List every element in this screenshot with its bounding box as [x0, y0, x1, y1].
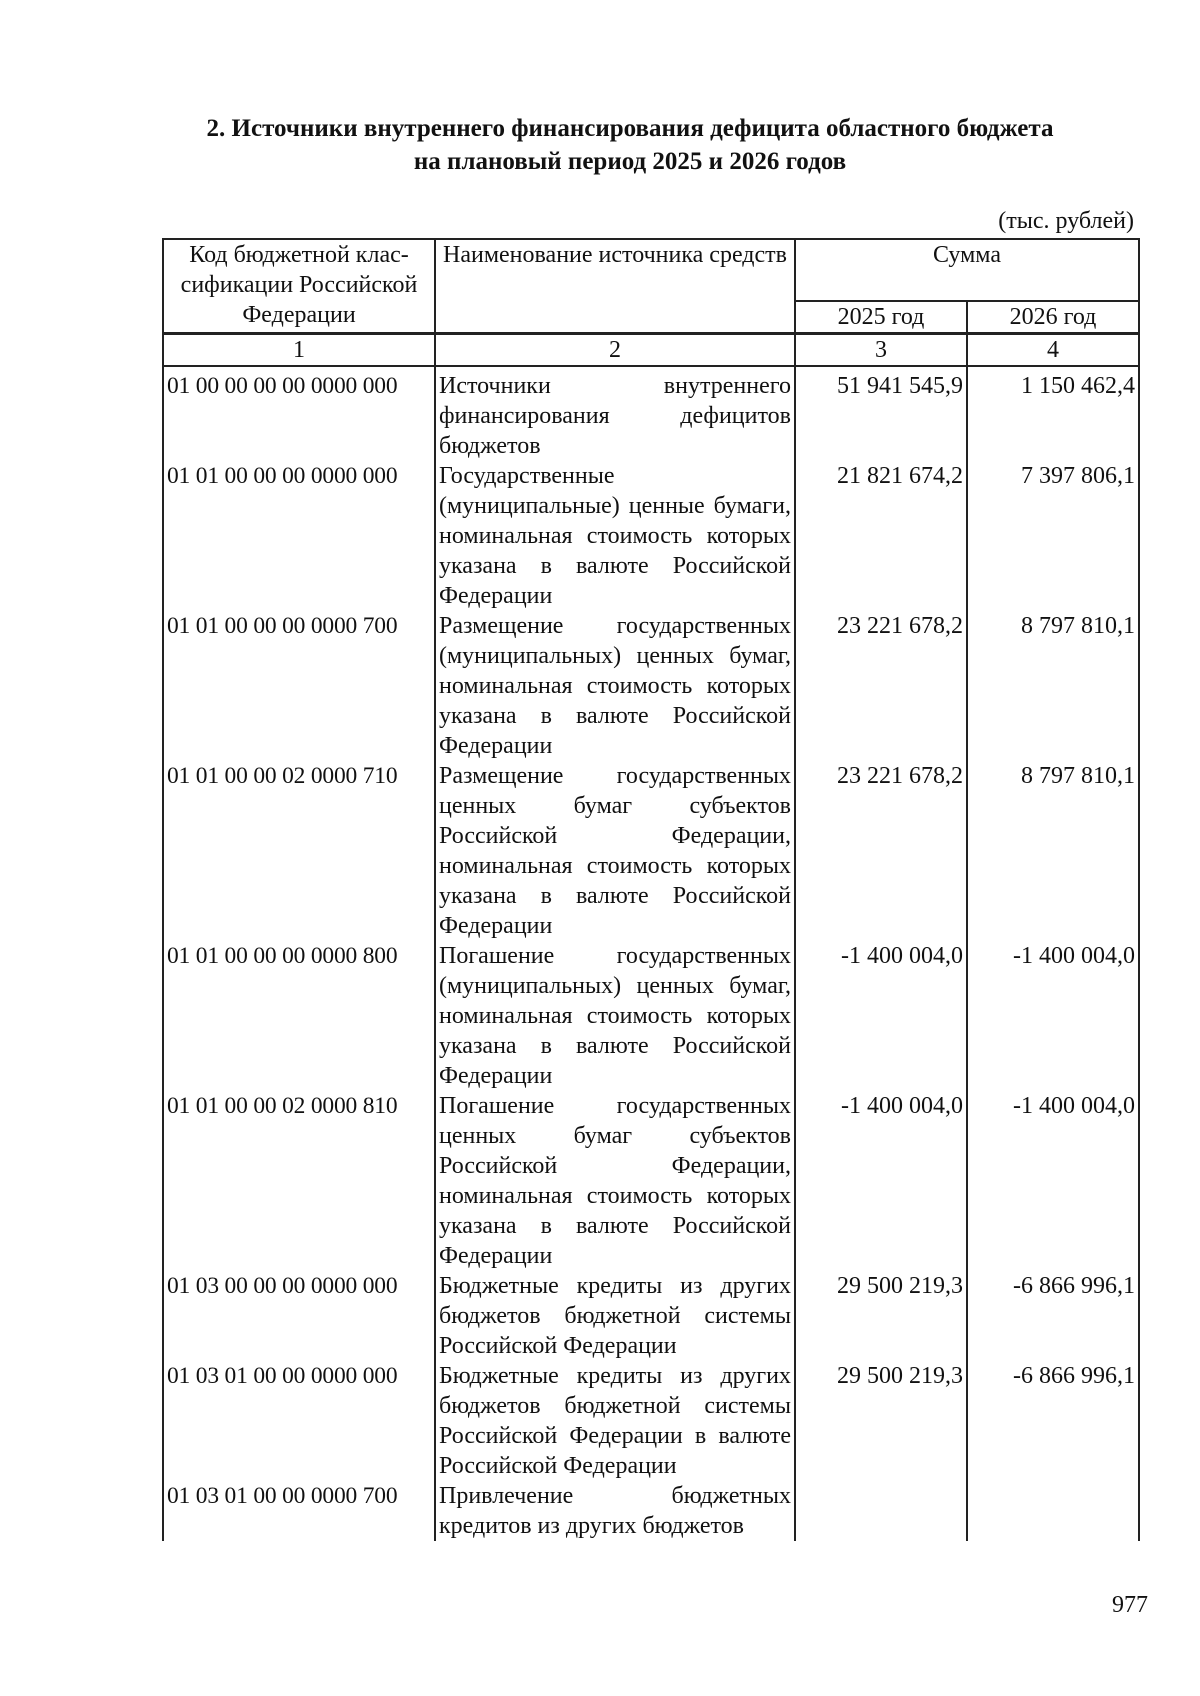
row-code: 01 03 01 00 00 0000 700: [163, 1481, 435, 1541]
table-row: [163, 761, 1139, 941]
row-code: 01 01 00 00 02 0000 710: [163, 761, 435, 941]
row-value-2025: 23 221 678,2: [795, 761, 967, 941]
row-value-2025: -1 400 004,0: [795, 1091, 967, 1271]
row-value-2025: [795, 1481, 967, 1541]
row-value-2026: -1 400 004,0: [967, 941, 1139, 1091]
header-year-2026: 2026 год: [967, 301, 1139, 334]
row-name: Размещение государственных (муниципальных) ценных бумаг, номинальная стоимость которых указана в валюте Российской Федерации: [435, 611, 795, 761]
row-code: 01 01 00 00 00 0000 700: [163, 611, 435, 761]
row-name: Погашение государственных (муниципальных) ценных бумаг, номинальная стоимость которых указана в валюте Российской Федерации: [435, 941, 795, 1091]
row-value-2026: 1 150 462,4: [967, 366, 1139, 461]
table-row: [163, 1481, 1139, 1541]
table-row: [163, 461, 1139, 611]
row-code: 01 01 00 00 00 0000 000: [163, 461, 435, 611]
row-name: Размещение государственных ценных бумаг субъектов Российской Федерации, номинальная стоимость которых указана в валюте Российской Федерации: [435, 761, 795, 941]
row-name: Бюджетные кредиты из других бюджетов бюджетной системы Российской Федерации: [435, 1271, 795, 1361]
table-row: [163, 611, 1139, 761]
table-row: [163, 1361, 1139, 1481]
page-number: 977: [1112, 1592, 1148, 1618]
row-value-2026: [967, 1481, 1139, 1541]
document-title: [140, 112, 1120, 178]
row-code: 01 03 00 00 00 0000 000: [163, 1271, 435, 1361]
row-code: 01 01 00 00 00 0000 800: [163, 941, 435, 1091]
column-number-4: 4: [967, 334, 1139, 367]
row-value-2026: 8 797 810,1: [967, 761, 1139, 941]
column-number-2: 2: [435, 334, 795, 367]
column-number-3: 3: [795, 334, 967, 367]
row-value-2025: 29 500 219,3: [795, 1271, 967, 1361]
header-name: Наименование источника средств: [435, 239, 795, 334]
table-row: [163, 366, 1139, 461]
table-row: [163, 941, 1139, 1091]
table-row: [163, 1271, 1139, 1361]
row-value-2026: 7 397 806,1: [967, 461, 1139, 611]
row-value-2025: 29 500 219,3: [795, 1361, 967, 1481]
row-name: Государственные (муниципальные) ценные бумаги, номинальная стоимость которых указана в валюте Российской Федерации: [435, 461, 795, 611]
table-row: [163, 1091, 1139, 1271]
financing-sources-table: [162, 238, 1140, 1541]
row-name: Привлечение бюджетных кредитов из других бюджетов: [435, 1481, 795, 1541]
header-sum: Сумма: [795, 239, 1139, 301]
row-name: Бюджетные кредиты из других бюджетов бюджетной системы Российской Федерации в валюте Российской Федерации: [435, 1361, 795, 1481]
row-code: 01 01 00 00 02 0000 810: [163, 1091, 435, 1271]
column-number-1: 1: [163, 334, 435, 367]
row-value-2025: 23 221 678,2: [795, 611, 967, 761]
row-value-2025: -1 400 004,0: [795, 941, 967, 1091]
header-year-2025: 2025 год: [795, 301, 967, 334]
title-line-1: 2. Источники внутреннего финансирования дефицита областного бюджета: [206, 115, 1054, 142]
row-value-2025: 21 821 674,2: [795, 461, 967, 611]
title-line-2: на плановый период 2025 и 2026 годов: [413, 148, 847, 175]
row-name: Источники внутреннего финансирования дефицитов бюджетов: [435, 366, 795, 461]
units-label: (тыс. рублей): [998, 208, 1134, 234]
row-value-2026: 8 797 810,1: [967, 611, 1139, 761]
row-value-2026: -1 400 004,0: [967, 1091, 1139, 1271]
row-value-2025: 51 941 545,9: [795, 366, 967, 461]
row-value-2026: -6 866 996,1: [967, 1271, 1139, 1361]
header-code: Код бюджетной клас-сификации Российской Федерации: [163, 239, 435, 334]
row-code: 01 00 00 00 00 0000 000: [163, 366, 435, 461]
row-name: Погашение государственных ценных бумаг субъектов Российской Федерации, номинальная стоимость которых указана в валюте Российской Федерации: [435, 1091, 795, 1271]
row-code: 01 03 01 00 00 0000 000: [163, 1361, 435, 1481]
row-value-2026: -6 866 996,1: [967, 1361, 1139, 1481]
